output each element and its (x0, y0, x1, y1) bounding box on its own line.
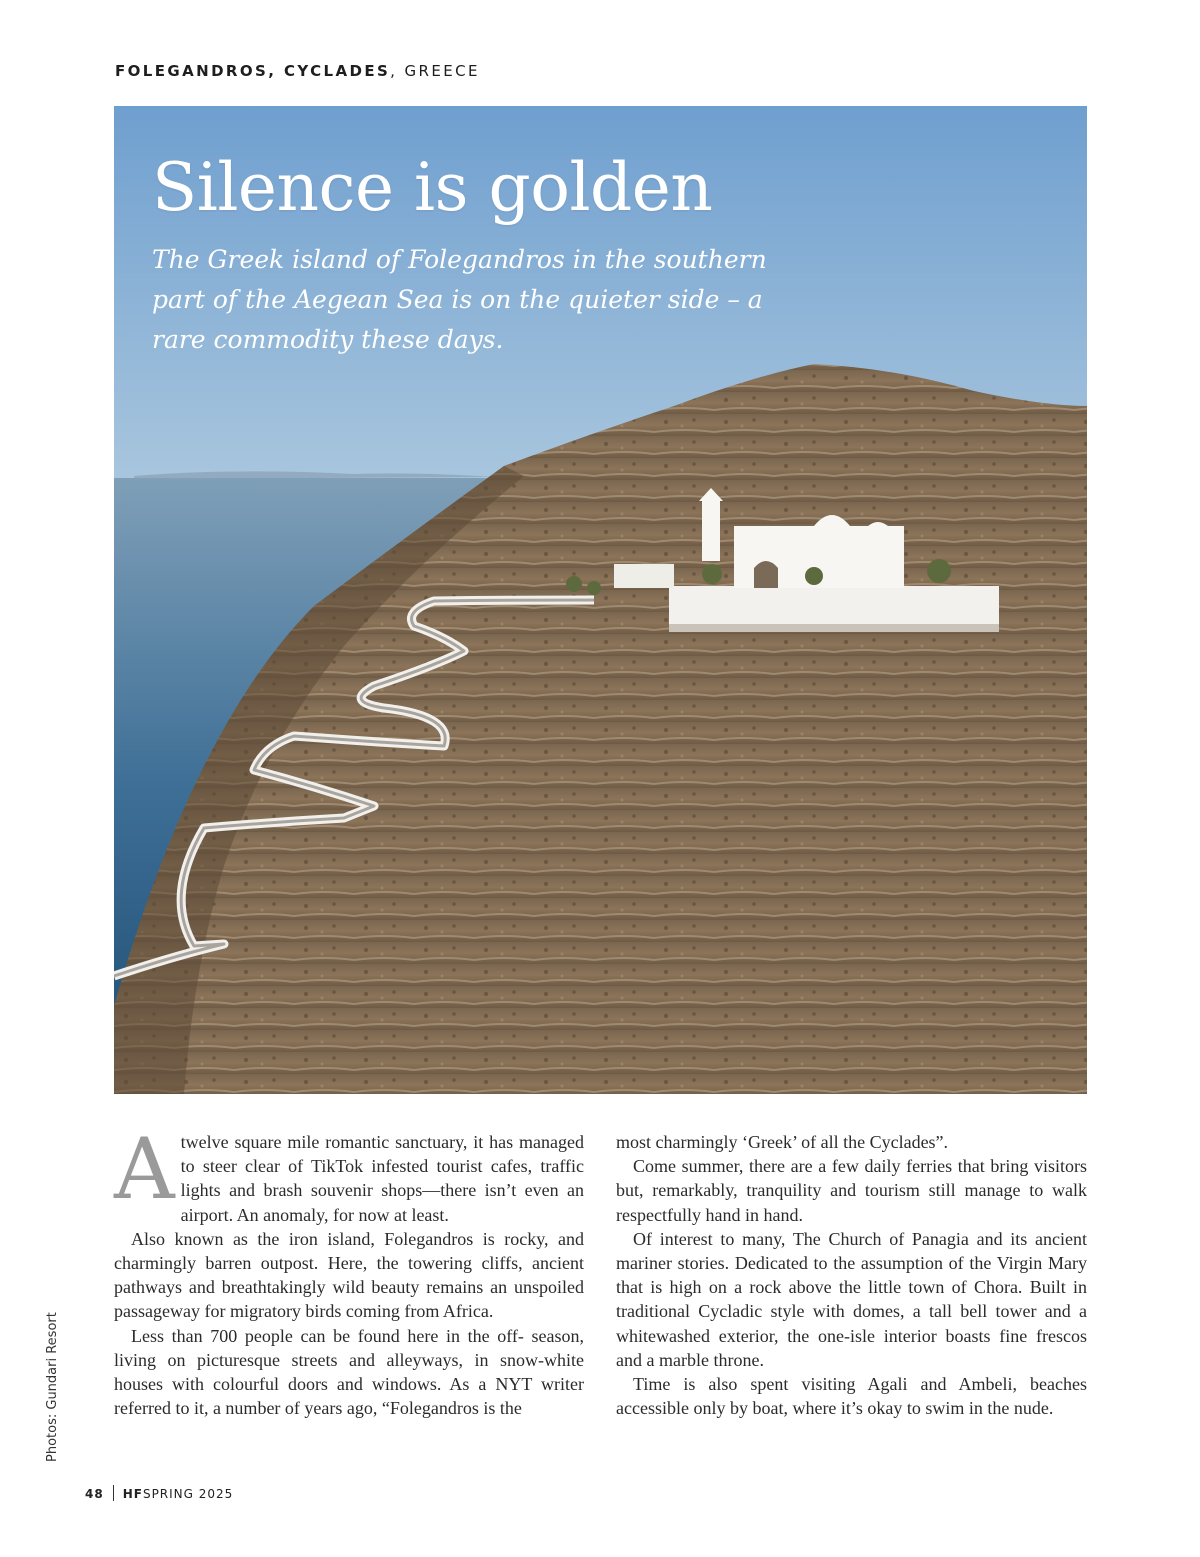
drop-cap: A (114, 1120, 175, 1218)
page-footer (85, 1485, 233, 1501)
headline: Silence is golden (152, 149, 713, 226)
page-number: 48 (85, 1487, 104, 1501)
article-column-left (114, 1120, 584, 1420)
article-column-right (616, 1130, 1087, 1420)
paragraph-intro (114, 1120, 584, 1227)
standfirst: The Greek island of Folegandros in the southern part of the Aegean Sea is on the quieter side – a rare commodity these days. (152, 245, 767, 354)
paragraph-continued: most charmingly ‘Greek’ of all the Cyclades”. (616, 1132, 949, 1152)
magazine-name: HF (122, 1487, 143, 1501)
paragraph: Come summer, there are a few daily ferries that bring visitors but, remarkably, tranquility and tourism still manage to walk respectfully hand in hand. (616, 1156, 1087, 1225)
paragraph: Time is also spent visiting Agali and Ambeli, beaches accessible only by boat, where it’s okay to swim in the nude. (616, 1374, 1087, 1419)
issue-label: SPRING 2025 (142, 1487, 234, 1501)
footer-divider (113, 1485, 114, 1501)
paragraph: Of interest to many, The Church of Panagia and its ancient mariner stories. Dedicated to the assumption of the Virgin Mary that is high on a rock above the little town of Chora. Built in traditional Cycladic style with domes, a tall bell tower and a whitewashed exterior, the one-isle interior boasts fine frescos and a marble throne. (616, 1228, 1087, 1370)
paragraph: Also known as the iron island, Folegandros is rocky, and charmingly barren outpost. Here, the towering cliffs, ancient pathways and breathtakingly wild beauty remains an unspoiled passageway for migratory birds coming from Africa. (114, 1228, 584, 1322)
photo-credit: Photos: Gundari Resort (45, 1312, 60, 1462)
kicker-place: FOLEGANDROS, CYCLADES (115, 62, 391, 80)
paragraph-intro-text: twelve square mile romantic sanctuary, it has managed to steer clear of TikTok infested tourist cafes, traffic lights and brash souvenir shops—there isn’t even an airport. An anomaly, for now at least. (180, 1132, 584, 1225)
paragraph: Less than 700 people can be found here in the off- season, living on picturesque streets and alleyways, in snow-white houses with colourful doors and windows. As a NYT writer referred to it, a number of years ago, “Folegandros is the (114, 1325, 584, 1419)
section-kicker (115, 62, 480, 80)
kicker-country: , GREECE (390, 62, 480, 80)
